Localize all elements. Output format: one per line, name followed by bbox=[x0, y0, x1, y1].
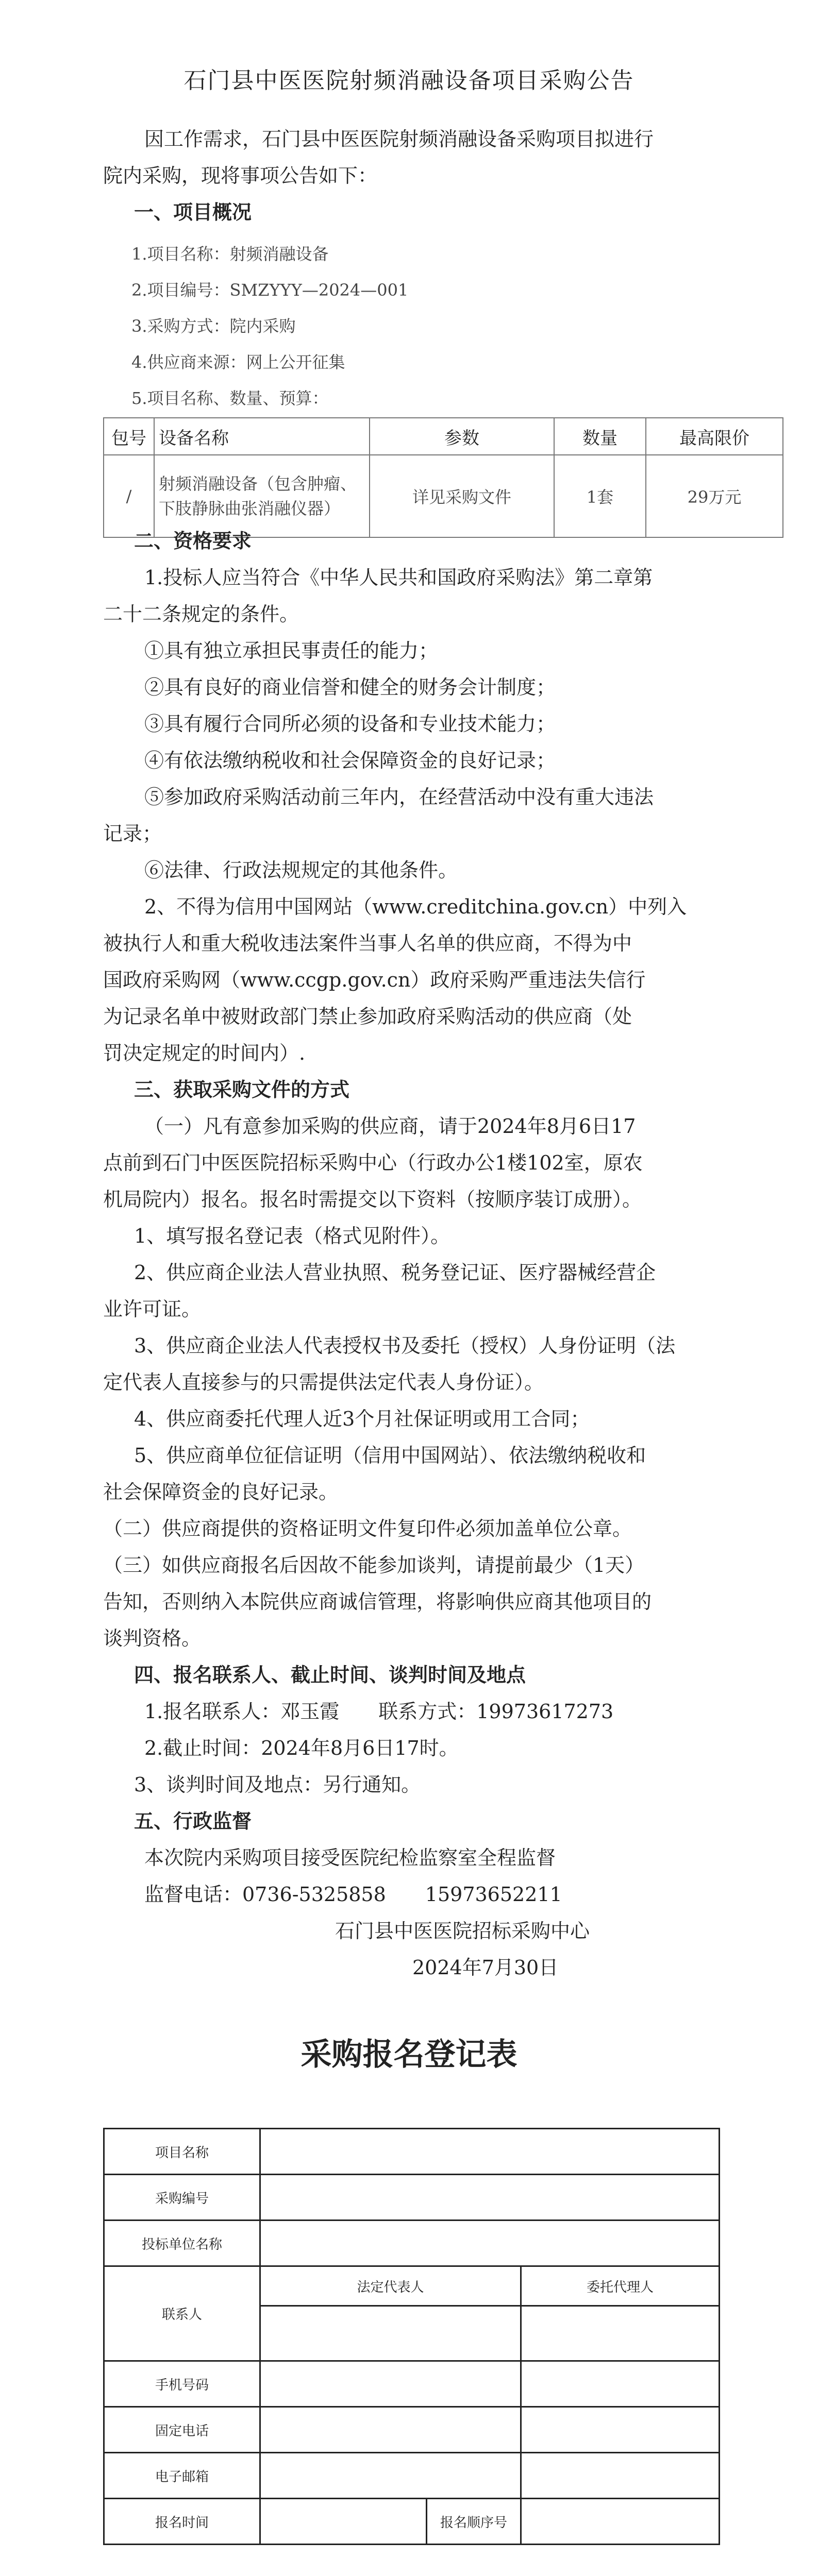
paragraph-line: （一）凡有意参加采购的供应商，请于2024年8月6日17 bbox=[144, 1115, 636, 1138]
project-item: 2.项目编号：SMZYYY—2024—001 bbox=[131, 280, 409, 300]
form-label: 报名时间 bbox=[104, 2499, 260, 2545]
form-title: 采购报名登记表 bbox=[301, 2037, 517, 2073]
form-row bbox=[104, 2266, 720, 2306]
form-label: 固定电话 bbox=[104, 2407, 260, 2453]
condition-item: ②具有良好的商业信誉和健全的财务会计制度； bbox=[144, 676, 556, 699]
package-cell: / bbox=[104, 455, 154, 537]
form-label: 联系人 bbox=[104, 2266, 260, 2361]
list-item: 定代表人直接参与的只需提供法定代表人身份证）。 bbox=[103, 1371, 544, 1394]
device-name-cell: 射频消融设备（包含肿瘤、下肢静脉曲张消融仪器） bbox=[154, 455, 370, 537]
paragraph-line: （二）供应商提供的资格证明文件复印件必须加盖单位公章。 bbox=[103, 1517, 632, 1540]
form-subheader: 法定代表人 bbox=[260, 2266, 521, 2306]
form-field[interactable] bbox=[260, 2499, 427, 2545]
section-heading: 一、项目概况 bbox=[134, 201, 252, 224]
paragraph-line: 谈判资格。 bbox=[103, 1627, 202, 1650]
condition-item: 记录； bbox=[103, 822, 162, 845]
project-item: 4.供应商来源：网上公开征集 bbox=[131, 352, 345, 372]
list-item: 3、供应商企业法人代表授权书及委托（授权）人身份证明（法 bbox=[134, 1334, 676, 1357]
list-item: 4、供应商委托代理人近3个月社保证明或用工合同； bbox=[134, 1408, 590, 1430]
list-item: 1、填写报名登记表（格式见附件）。 bbox=[134, 1225, 450, 1247]
table-header-cell: 设备名称 bbox=[154, 418, 370, 455]
price-cell: 29万元 bbox=[646, 455, 783, 537]
paragraph-line: 罚决定规定的时间内）. bbox=[103, 1042, 306, 1064]
form-label: 采购编号 bbox=[104, 2175, 260, 2221]
project-item: 3.采购方式：院内采购 bbox=[131, 316, 296, 336]
form-field[interactable] bbox=[260, 2221, 720, 2266]
form-row bbox=[104, 2407, 720, 2453]
issue-date: 2024年7月30日 bbox=[412, 1956, 559, 1979]
form-field[interactable] bbox=[521, 2499, 720, 2545]
registration-form-table bbox=[103, 2128, 720, 2545]
paragraph-line: （三）如供应商报名后因故不能参加谈判，请提前最少（1天） bbox=[103, 1554, 645, 1577]
condition-item: ①具有独立承担民事责任的能力； bbox=[144, 639, 439, 662]
table-header-cell: 包号 bbox=[104, 418, 154, 455]
form-field[interactable] bbox=[260, 2129, 720, 2175]
contact-line: 1.报名联系人：邓玉霞 联系方式：19973617273 bbox=[144, 1700, 614, 1723]
intro-line: 因工作需求，石门县中医医院射频消融设备采购项目拟进行 bbox=[144, 128, 654, 150]
form-label: 报名顺序号 bbox=[427, 2499, 521, 2545]
qty-cell: 1套 bbox=[554, 455, 646, 537]
paragraph-line: 2、不得为信用中国网站（www.creditchina.gov.cn）中列入 bbox=[144, 895, 687, 918]
table-header-cell: 参数 bbox=[370, 418, 554, 455]
list-item: 2、供应商企业法人营业执照、税务登记证、医疗器械经营企 bbox=[134, 1261, 656, 1284]
condition-item: ⑤参加政府采购活动前三年内，在经营活动中没有重大违法 bbox=[144, 786, 654, 808]
intro-line: 院内采购，现将事项公告如下： bbox=[103, 164, 378, 187]
paragraph-line: 机局院内）报名。报名时需提交以下资料（按顺序装订成册）。 bbox=[103, 1188, 642, 1211]
table-header-row bbox=[104, 418, 783, 455]
condition-item: ③具有履行合同所必须的设备和专业技术能力； bbox=[144, 713, 556, 735]
venue-line: 3、谈判时间及地点：另行通知。 bbox=[134, 1773, 421, 1796]
list-item: 5、供应商单位征信证明（信用中国网站）、依法缴纳税收和 bbox=[134, 1444, 646, 1467]
condition-item: ④有依法缴纳税收和社会保障资金的良好记录； bbox=[144, 749, 556, 772]
project-item: 5.项目名称、数量、预算： bbox=[131, 388, 329, 408]
paragraph-line: 被执行人和重大税收违法案件当事人名单的供应商，不得为中 bbox=[103, 932, 632, 955]
form-row bbox=[104, 2499, 720, 2545]
form-field[interactable] bbox=[260, 2407, 521, 2453]
form-label: 项目名称 bbox=[104, 2129, 260, 2175]
form-label: 电子邮箱 bbox=[104, 2453, 260, 2499]
form-row bbox=[104, 2361, 720, 2407]
form-field[interactable] bbox=[521, 2306, 720, 2361]
document-title: 石门县中医医院射频消融设备项目采购公告 bbox=[183, 67, 635, 94]
form-field[interactable] bbox=[260, 2361, 521, 2407]
form-field[interactable] bbox=[521, 2361, 720, 2407]
form-row bbox=[104, 2221, 720, 2266]
project-table bbox=[103, 417, 783, 538]
form-row bbox=[104, 2453, 720, 2499]
supervision-line: 本次院内采购项目接受医院纪检监察室全程监督 bbox=[144, 1846, 556, 1869]
form-row bbox=[104, 2175, 720, 2221]
paragraph-line: 国政府采购网（www.ccgp.gov.cn）政府采购严重违法失信行 bbox=[103, 969, 646, 991]
form-label: 投标单位名称 bbox=[104, 2221, 260, 2266]
paragraph-line: 二十二条规定的条件。 bbox=[103, 603, 299, 625]
form-row bbox=[104, 2129, 720, 2175]
issuer: 石门县中医医院招标采购中心 bbox=[335, 1920, 590, 1942]
form-field[interactable] bbox=[521, 2453, 720, 2499]
section-heading: 五、行政监督 bbox=[134, 1810, 252, 1833]
table-header-cell: 最高限价 bbox=[646, 418, 783, 455]
supervision-phone: 监督电话：0736-5325858 15973652211 bbox=[144, 1883, 562, 1906]
form-field[interactable] bbox=[260, 2453, 521, 2499]
paragraph-line: 告知，否则纳入本院供应商诚信管理，将影响供应商其他项目的 bbox=[103, 1590, 652, 1613]
form-field[interactable] bbox=[521, 2407, 720, 2453]
section-heading: 三、获取采购文件的方式 bbox=[134, 1078, 350, 1101]
paragraph-line: 为记录名单中被财政部门禁止参加政府采购活动的供应商（处 bbox=[103, 1005, 632, 1028]
project-item: 1.项目名称：射频消融设备 bbox=[131, 244, 329, 264]
form-field[interactable] bbox=[260, 2175, 720, 2221]
table-header-cell: 数量 bbox=[554, 418, 646, 455]
list-item: 社会保障资金的良好记录。 bbox=[103, 1481, 339, 1503]
section-heading: 二、资格要求 bbox=[134, 530, 252, 552]
condition-item: ⑥法律、行政法规规定的其他条件。 bbox=[144, 859, 458, 882]
section-heading: 四、报名联系人、截止时间、谈判时间及地点 bbox=[134, 1664, 526, 1686]
paragraph-line: 1.投标人应当符合《中华人民共和国政府采购法》第二章第 bbox=[144, 566, 653, 589]
form-field[interactable] bbox=[260, 2306, 521, 2361]
form-subheader: 委托代理人 bbox=[521, 2266, 720, 2306]
list-item: 业许可证。 bbox=[103, 1298, 202, 1320]
form-label: 手机号码 bbox=[104, 2361, 260, 2407]
param-cell: 详见采购文件 bbox=[370, 455, 554, 537]
deadline-line: 2.截止时间：2024年8月6日17时。 bbox=[144, 1737, 459, 1759]
paragraph-line: 点前到石门中医医院招标采购中心（行政办公1楼102室，原农 bbox=[103, 1151, 643, 1174]
